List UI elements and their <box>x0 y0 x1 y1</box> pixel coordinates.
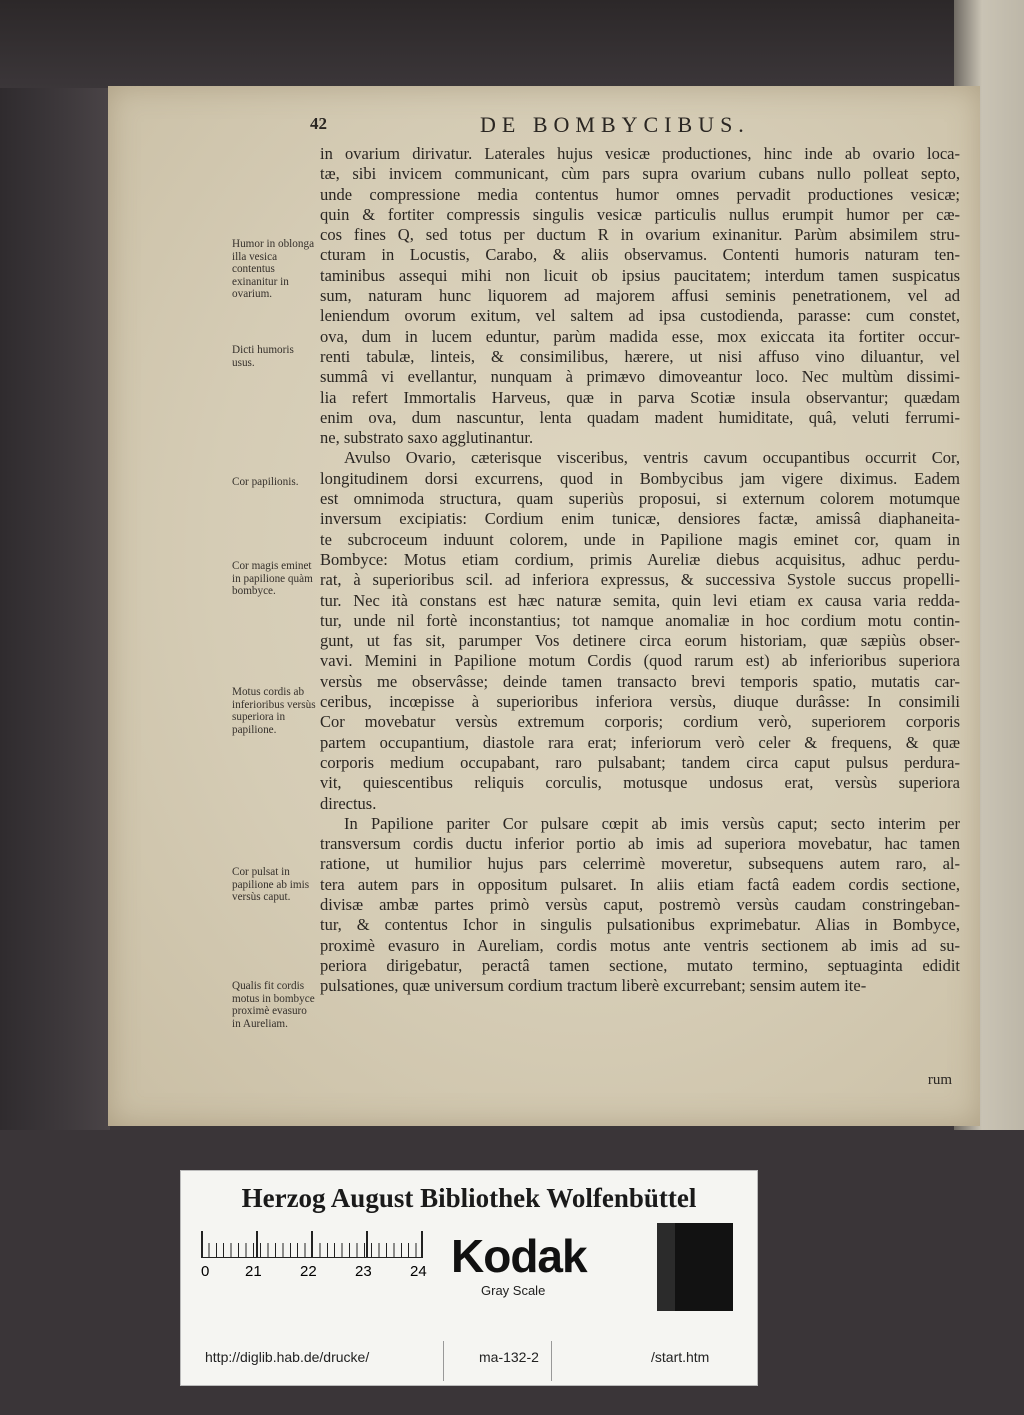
text-line: in ovarium dirivatur. Laterales hujus vesicæ productiones, hinc inde ab ovario loca- <box>320 144 960 163</box>
scan-background-top <box>0 0 1024 88</box>
margin-note: Motus cordis ab inferioribus versùs superiora in papilione. <box>232 686 316 736</box>
margin-note: Qualis fit cordis motus in bombyce proximè evasuro in Aureliam. <box>232 980 315 1030</box>
black-patch <box>657 1223 733 1311</box>
margin-note: Cor papilionis. <box>232 476 299 488</box>
text-line: tæ, sibi invicem communicant, cùm pars supra ovarium cubans nullo polleat septo, <box>320 164 960 184</box>
library-url[interactable]: http://diglib.hab.de/drucke/ <box>205 1349 370 1365</box>
text-line: lia refert Immortalis Harveus, quæ in parva Scotiæ insula observantur; quædam <box>320 387 960 407</box>
ruler-label: 24 <box>410 1263 427 1280</box>
ruler-label: 0 <box>201 1263 210 1280</box>
text-line: Bombyce: Motus etiam cordium, primis Aureliæ diebus acquisitus, adhuc perdu- <box>320 549 960 569</box>
text-line: gunt, ut fas sit, parumper Vos detinere circa eorum historiam, quæ sæpiùs obser- <box>320 631 960 651</box>
margin-note: Dicti humoris usus. <box>232 344 294 369</box>
library-name: Herzog August Bibliothek Wolfenbüttel <box>241 1183 697 1213</box>
text-line: vit, quiescentibus reliquis corculis, motusque undosus erat, versùs superiora <box>320 773 960 793</box>
gray-scale-label: Gray Scale <box>481 1283 546 1298</box>
text-line: tur, & contentus Ichor in singulis pulsationibus exprimebatur. Alias in Bombyce, <box>320 915 960 935</box>
text-line: inversum excipiatis: Cordium enim tunicæ, densiores factæ, amissâ diaphaneita- <box>320 509 960 529</box>
text-line: sum, naturam hunc liquorem ad majorem affusi seminis penetrationem, vel ad <box>320 286 960 306</box>
text-line: partem occupantium, diastole rara erat; inferiorum verò celer & frequens, & quæ <box>320 732 960 752</box>
text-line: In Papilione pariter Cor pulsare cœpit ab imis versùs caput; secto interim per <box>344 813 960 833</box>
text-line: proximè evasuro in Aureliam, cordis motus ante ventris sectionem ab imis ad su- <box>320 935 960 955</box>
page-number: 42 <box>310 114 327 133</box>
text-line: divisæ ambæ partes primò versùs caput, postremò versùs caudam constringeban- <box>320 894 960 914</box>
text-line: Avulso Ovario, cæterisque visceribus, ventris cavum occupantibus occurrit Cor, <box>344 448 960 468</box>
text-line: vavi. Memini in Papilione motum Cordis (quod rarum est) ab inferioribus superiora <box>320 651 960 671</box>
ruler-label: 21 <box>245 1263 262 1280</box>
text-line: directus. <box>320 793 377 813</box>
text-line: tur. Nec ità constans est hæc naturæ semita, quin levi etiam ex causa varia redda- <box>320 590 960 610</box>
text-line: leniendum ovorum exitum, vel saltem ad ipsa custodienda, parasse: cum constet, <box>320 306 960 326</box>
margin-note: Cor pulsat in papilione ab imis versùs caput. <box>232 866 310 904</box>
start-link[interactable]: /start.htm <box>651 1349 710 1365</box>
text-line: unde compressione media contentus humor omnes pervadit productiones vesicæ; <box>320 184 960 204</box>
text-line: quin & fortiter compressis singulis vesicæ particulis nullus erumpit humor per cæ- <box>320 204 960 224</box>
text-line: versùs me observâsse; deinde tamen transacto brevi temporis spatio, mutatis car- <box>320 671 960 691</box>
text-line: ova, dum in lucem eduntur, parùm madida esse, mox exiccata ita fortiter occur- <box>320 326 960 346</box>
text-line: corporis medium occupabant, raro pulsabant; tandem circa caput pulsus perdura- <box>320 752 960 772</box>
text-line: cturam in Locustis, Carabo, & aliis observamus. Contenti humoris naturam ten- <box>320 245 960 265</box>
text-line: ratione, ut humilior hujus pars celerrimè moveretur, subsequens autem raro, al- <box>320 854 960 874</box>
text-line: est omnimoda structura, quam superiùs proposui, si externum colorem motumque <box>320 489 960 509</box>
text-line: rat, à superioribus scil. ad inferiora expressus, & successiva Systole succus propelli- <box>320 570 960 590</box>
kodak-logo: Kodak <box>451 1230 587 1282</box>
book-page <box>108 86 980 1126</box>
text-line: taminibus assequi mihi non licuit ob ipsius paucitatem; interdum tamen suspicatus <box>320 265 960 285</box>
catchword: rum <box>927 1072 952 1088</box>
main-text-block <box>320 144 960 996</box>
text-line: tur, unde nil fortè inconstantius; tot namque anomaliæ in hoc cordium motu contin- <box>320 610 960 630</box>
text-line: summâ vi evellantur, nunquam à primævo dimoveantur loco. Nec multùm dissimi- <box>320 367 960 387</box>
library-color-target <box>180 1170 758 1386</box>
text-line: Cor movebatur versùs extremum corporis; cordium verò, superiorem corporis <box>320 712 960 732</box>
text-line: te subcroceum induunt colorem, unde in Papilione magis eminet cor, quam in <box>320 529 960 549</box>
text-line: transversum cordis ductu inferior portio ab imis ad superiora movebatur, hac tamen <box>320 834 960 854</box>
text-line: cos fines Q, sed totus per ductum R in ovarium exinanitur. Parùm absimilem stru- <box>320 225 960 245</box>
margin-note: Cor magis eminet in papilione quàm bombyce. <box>232 560 313 598</box>
text-line: tera autem pars in oppositum pulsaret. In aliis etiam factâ eadem cordis sectione, <box>320 874 960 894</box>
running-head <box>108 114 980 142</box>
text-line: enim ova, dum nascuntur, lenta quadam madent humiditate, quâ, veluti ferrumi- <box>320 407 960 427</box>
text-line: renti tabulæ, linteis, & consimilibus, hærere, ut nisi affuso vino diluantur, vel <box>320 346 960 366</box>
text-line: pulsationes, quæ universum cordium tractum liberè excurrebant; sensim autem ite- <box>320 976 867 996</box>
text-line: ceribus, incœpisse à superioribus inferiora versùs, diuque durâsse: In consimili <box>320 692 960 712</box>
strip-footer <box>181 1349 757 1373</box>
ruler-label: 23 <box>355 1263 372 1280</box>
scale-ruler <box>201 1231 423 1258</box>
ruler-label: 22 <box>300 1263 317 1280</box>
ruler-labels <box>201 1263 441 1281</box>
text-line: periora dirigebatur, peractâ tamen sectione, mutato termino, septuaginta edidit <box>320 955 960 975</box>
text-line: ne, substrato saxo agglutinantur. <box>320 428 534 448</box>
margin-note: Humor in oblonga illa vesica contentus exinanitur in ovarium. <box>232 238 315 301</box>
text-line: longitudinem dorsi excurrens, quod in Bombycibus jam vigere diximus. Eadem <box>320 468 960 488</box>
page-header-title: DE BOMBYCIBUS. <box>480 112 750 137</box>
shelfmark: ma-132-2 <box>479 1349 539 1365</box>
